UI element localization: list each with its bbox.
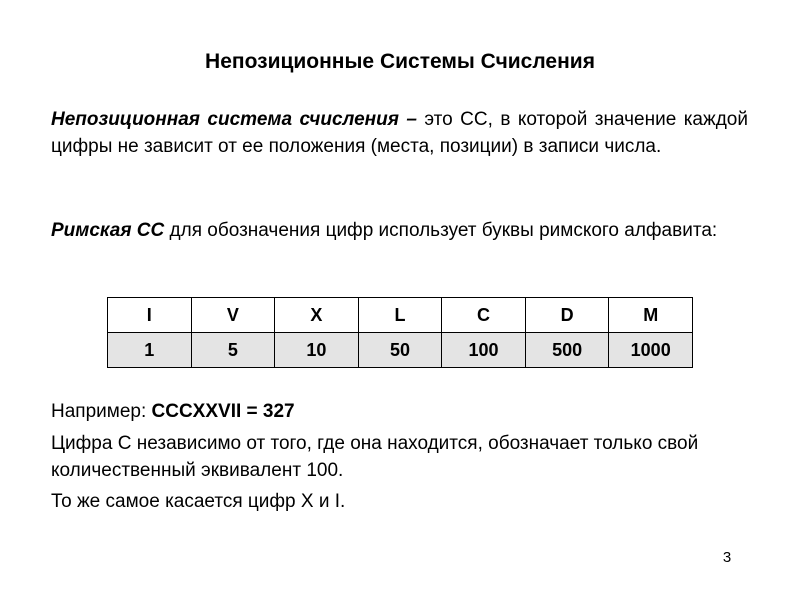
table-row-symbols [108, 298, 693, 333]
table-cell-value: 5 [191, 333, 275, 368]
table-cell-symbol: D [525, 298, 609, 333]
table-cell-value: 1000 [609, 333, 693, 368]
table-cell-value: 10 [275, 333, 359, 368]
roman-term: Римская СС [51, 220, 165, 241]
definition-text: это СС, в которой значение каждой цифры не зависит от ее положения (места, позиции) в записи числа. [51, 109, 748, 157]
table-cell-value: 50 [358, 333, 442, 368]
definition-term: Непозиционная система счисления – [51, 109, 417, 130]
roman-text: для обозначения цифр использует буквы римского алфавита: [164, 220, 718, 241]
table-row-values [108, 333, 693, 368]
example-expression: CCCXXVII = 327 [151, 401, 295, 422]
same-note-line: То же самое касается цифр Х и I. [51, 491, 346, 512]
roman-paragraph [51, 217, 748, 244]
table-cell-symbol: L [358, 298, 442, 333]
roman-numeral-table [107, 297, 693, 368]
example-line [51, 398, 761, 425]
page-number: 3 [722, 549, 732, 566]
table-cell-value: 100 [442, 333, 526, 368]
table-cell-symbol: X [275, 298, 359, 333]
table-cell-symbol: V [191, 298, 275, 333]
table-cell-symbol: M [609, 298, 693, 333]
slide-title: Непозиционные Системы Счисления [205, 50, 595, 73]
explanation-paragraph: Цифра С независимо от того, где она находится, обозначает только свой количественный эквивалент 100. [51, 433, 699, 481]
table-cell-value: 500 [525, 333, 609, 368]
definition-paragraph [51, 106, 748, 160]
table-cell-symbol: I [108, 298, 192, 333]
example-prefix: Например: [51, 401, 152, 422]
table-cell-value: 1 [108, 333, 192, 368]
table-cell-symbol: C [442, 298, 526, 333]
